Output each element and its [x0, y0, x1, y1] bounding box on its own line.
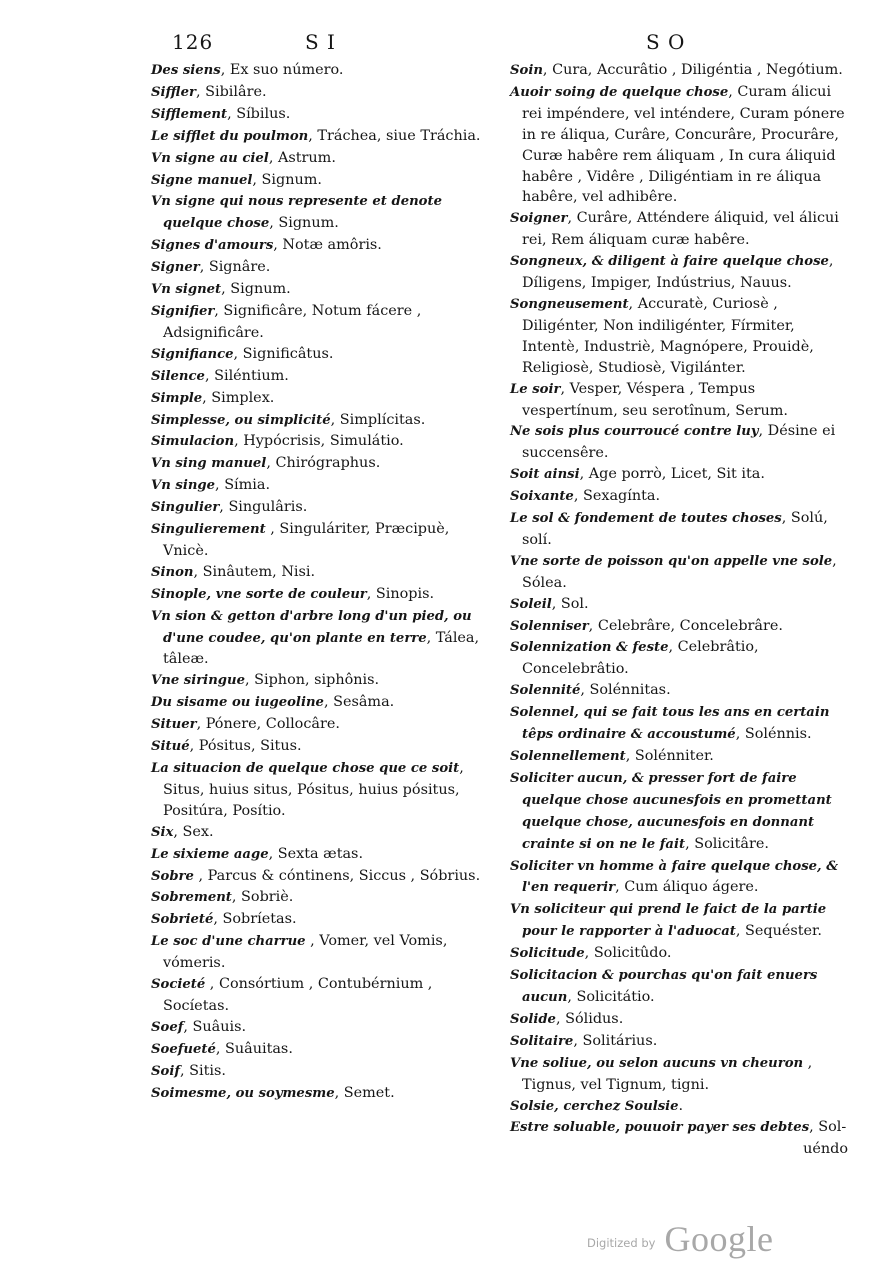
entry-headword: Situé: [151, 739, 190, 755]
entry-translation: , Díligens, Impiger, Indústrius, Nauus.: [522, 253, 834, 292]
entry-translation: , Siléntium.: [204, 367, 289, 384]
entry-translation: , Solénnitas.: [580, 682, 671, 699]
entry-translation: , Tignus, vel Tignum, tigni.: [522, 1054, 813, 1093]
entry-headword: Le soc d'une charrue: [151, 934, 306, 950]
entry-translation: , Sitis.: [180, 1062, 226, 1079]
entry-translation: , Tálea, tâleæ.: [163, 629, 480, 668]
entry-headword: Simple: [151, 390, 203, 406]
entry-translation: , Sinâutem, Nisi.: [193, 563, 316, 580]
entry-headword: Singulierement: [151, 522, 266, 538]
entry-translation: , Sesâma.: [323, 694, 395, 711]
entry-translation: , Solicitûdo.: [584, 945, 672, 962]
entry-headword: Auoir soing de quelque chose: [510, 84, 729, 100]
dictionary-entry: [151, 475, 491, 497]
dictionary-entry: [510, 1096, 855, 1118]
entry-translation: , Sol-: [809, 1119, 847, 1136]
entry-headword: Solsie, cerchez Soulsie: [510, 1098, 679, 1114]
entry-translation: , Sobriè.: [231, 889, 294, 906]
entry-translation: , Singulâris.: [219, 499, 308, 516]
dictionary-entry: [151, 562, 491, 584]
entry-headword: Le soir: [510, 381, 561, 397]
entry-translation: , Tráchea, siue Tráchia.: [308, 127, 481, 144]
dictionary-entry: [151, 844, 491, 866]
entry-headword: Soleil: [510, 596, 552, 612]
entry-headword: Silence: [151, 368, 205, 384]
dictionary-entry: [151, 191, 491, 235]
dictionary-entry: [151, 235, 491, 257]
dictionary-entry: [151, 519, 491, 562]
entry-translation: , Consórtium , Contubérnium , Socíetas.: [163, 976, 433, 1014]
dictionary-entry: [151, 60, 491, 82]
entry-headword: Solennité: [510, 683, 581, 699]
entry-translation: , Sólidus.: [555, 1010, 624, 1027]
entry-translation: , Sobríetas.: [213, 911, 297, 928]
entry-translation: , Chirógraphus.: [266, 455, 381, 472]
dictionary-entry: [151, 388, 491, 410]
dictionary-entry: [151, 410, 491, 432]
dictionary-entry: [151, 82, 491, 104]
dictionary-entry: [510, 379, 855, 422]
dictionary-entry: [151, 909, 491, 931]
dictionary-entry: [510, 680, 855, 702]
dictionary-entry: [510, 486, 855, 508]
entry-translation: , Pósitus, Situs.: [189, 738, 302, 755]
entry-translation: , Síbilus.: [227, 105, 291, 122]
dictionary-entry: [151, 170, 491, 192]
dictionary-entry: [151, 974, 491, 1017]
dictionary-entry: [510, 943, 855, 965]
entry-headword: Solennellement: [510, 749, 626, 764]
entry-translation: , Solicitâre.: [685, 835, 769, 852]
entry-headword: Soin: [510, 63, 543, 78]
dictionary-entry: [151, 126, 491, 148]
entry-headword: Soif: [151, 1063, 181, 1079]
entry-translation: , Désine ei succensêre.: [522, 423, 836, 462]
running-head-left: S I: [305, 30, 336, 54]
entry-headword: Le sixieme aage: [151, 846, 269, 862]
dictionary-entry: [510, 421, 855, 464]
google-logo: Google: [664, 1219, 774, 1259]
dictionary-entry: [510, 965, 855, 1009]
entry-headword: Siffler: [151, 84, 196, 100]
entry-translation: , Curam álicui rei impéndere, vel inténdere, Curam pónere in re áliqua, Curâre, Concurâre, Procurâre, Curæ habêre rem áliquam , In cura áliquid habêre , Vidêre , Diligéntiam in re áliqua habêre, vel adhibêre.: [522, 83, 845, 206]
entry-translation: , Situs, huius situs, Pósitus, huius pósitus, Positúra, Posítio.: [163, 760, 464, 819]
dictionary-entry: [151, 1083, 491, 1105]
entry-translation: , Semet.: [334, 1084, 395, 1101]
dictionary-entry: [510, 294, 855, 379]
dictionary-entry: [510, 1117, 855, 1139]
entry-translation: , Celebrâtio, Concelebrâtio.: [522, 639, 759, 678]
catchword: uéndo: [803, 1141, 848, 1157]
entry-translation: , Solénniter.: [625, 748, 714, 764]
entry-translation: , Celebrâre, Concelebrâre.: [588, 617, 783, 634]
entry-headword: Vn soliciteur qui prend le faict de la partie pour le rapporter à l'aduocat: [510, 902, 827, 940]
entry-headword: Soigner: [510, 211, 568, 227]
entry-headword: Soit ainsi: [510, 467, 580, 483]
entry-translation: , Sexta ætas.: [268, 845, 364, 862]
entry-headword: Solennization & feste: [510, 640, 669, 656]
entry-headword: Songneusement: [510, 296, 629, 312]
entry-translation: , Parcus & cóntinens, Siccus , Sóbrius.: [193, 867, 481, 884]
entry-headword: Simulacion: [151, 434, 235, 450]
dictionary-entry: [510, 82, 855, 208]
dictionary-entry: [510, 1031, 855, 1053]
entry-translation: , Signum.: [252, 171, 322, 188]
entry-headword: Simplesse, ou simplicité: [151, 412, 331, 428]
dictionary-entry: [151, 1061, 491, 1083]
entry-translation: , Solicitátio.: [567, 988, 655, 1005]
entry-translation: , Suâuis.: [183, 1018, 247, 1035]
entry-headword: Sobre: [151, 868, 194, 884]
dictionary-entry: [510, 746, 855, 768]
entry-headword: Soimesme, ou soymesme: [151, 1085, 335, 1101]
entry-headword: Vn signet: [151, 282, 222, 298]
entry-headword: Sobrement: [151, 890, 232, 906]
entry-headword: Le sol & fondement de toutes choses: [510, 511, 782, 527]
entry-translation: , Significâtus.: [233, 345, 334, 362]
entry-headword: Vn singe: [151, 478, 216, 494]
dictionary-entry: [151, 148, 491, 170]
entry-translation: , Sibilâre.: [195, 83, 267, 100]
entry-translation: , Cum áliquo ágere.: [615, 879, 759, 896]
dictionary-entry: [151, 866, 491, 888]
dictionary-entry: [151, 931, 491, 974]
entry-headword: Signe manuel: [151, 172, 253, 188]
dictionary-entry: [510, 508, 855, 551]
entry-translation: , Signum.: [269, 215, 339, 232]
entry-headword: Soef: [151, 1019, 184, 1035]
entry-translation: , Sequéster.: [735, 923, 822, 940]
entry-headword: Solitaire: [510, 1033, 574, 1049]
entry-headword: Soefueté: [151, 1041, 216, 1057]
entry-translation: , Notæ amôris.: [273, 237, 382, 254]
entry-translation: , Age porrò, Licet, Sit ita.: [579, 466, 765, 483]
dictionary-entry: [510, 1053, 855, 1096]
dictionary-entry: [151, 736, 491, 758]
dictionary-entry: [151, 822, 491, 844]
entry-translation: , Solú, solí.: [522, 510, 828, 548]
dictionary-entry: [510, 60, 855, 82]
dictionary-entry: [151, 887, 491, 909]
entry-headword: Six: [151, 824, 174, 840]
entry-translation: , Sol.: [551, 595, 589, 612]
entry-translation: , Cura, Accurâtio , Diligéntia , Negótium.: [542, 62, 843, 78]
entry-headword: Signifiance: [151, 346, 234, 362]
entry-headword: Societé: [151, 977, 206, 993]
dictionary-entry: [510, 768, 855, 856]
dictionary-entry: [510, 251, 855, 294]
entry-translation: , Simplex.: [202, 389, 275, 406]
entry-headword: Du sisame ou iugeoline: [151, 695, 324, 711]
dictionary-entry: [151, 366, 491, 388]
entry-headword: Ne sois plus courroucé contre luy: [510, 424, 759, 440]
entry-headword: Signes d'amours: [151, 238, 274, 254]
entry-translation: , Suâuitas.: [215, 1040, 293, 1057]
dictionary-entry: [151, 584, 491, 606]
entry-headword: Vne siringue: [151, 673, 245, 689]
dictionary-entry: [510, 594, 855, 616]
entry-headword: Sinon: [151, 564, 194, 580]
entry-headword: Vn signe qui nous represente et denote quelque chose: [151, 194, 442, 232]
entry-translation: , Simplícitas.: [330, 411, 426, 428]
dictionary-entry: [151, 714, 491, 736]
dictionary-entry: [151, 1039, 491, 1061]
entry-headword: Estre soluable, pouuoir payer ses debtes: [510, 1120, 810, 1136]
left-column: [151, 60, 491, 1105]
dictionary-entry: [510, 702, 855, 746]
entry-headword: Solicitacion & pourchas qu'on fait enuers aucun: [510, 968, 818, 1005]
entry-translation: , Singuláriter, Præcipuè, Vnicè.: [163, 521, 450, 559]
entry-headword: Sifflement: [151, 106, 228, 122]
entry-headword: La situacion de quelque chose que ce soit: [151, 761, 460, 776]
entry-translation: , Vomer, vel Vomis, vómeris.: [163, 933, 448, 972]
entry-headword: Sobrieté: [151, 912, 214, 928]
dictionary-entry: [151, 431, 491, 453]
entry-headword: Le sifflet du poulmon: [151, 128, 309, 144]
running-head-right: S O: [646, 30, 686, 54]
page-number: 126: [172, 30, 214, 54]
entry-translation: , Hypócrisis, Simulátio.: [234, 433, 404, 450]
dictionary-entry: [510, 464, 855, 486]
entry-translation: , Curâre, Atténdere áliquid, vel álicui rei, Rem áliquam curæ habêre.: [522, 210, 839, 249]
entry-translation: , Signum.: [221, 281, 291, 298]
dictionary-entry: [151, 279, 491, 301]
entry-headword: Soixante: [510, 489, 574, 505]
dictionary-entry: [151, 344, 491, 366]
entry-translation: , Siphon, siphônis.: [244, 672, 380, 689]
entry-translation: , Solénnis.: [735, 726, 812, 743]
entry-headword: Signifier: [151, 303, 215, 319]
entry-translation: , Sólea.: [522, 552, 837, 591]
entry-headword: Soliciter vn homme à faire quelque chose, & l'en requerir: [510, 858, 839, 896]
entry-translation: , Sinopis.: [366, 585, 435, 602]
entry-headword: Songneux, & diligent à faire quelque chose: [510, 254, 829, 270]
entry-translation: , Significâre, Notum fácere , Adsignificâre.: [163, 302, 422, 341]
right-column: [510, 60, 855, 1139]
entry-headword: Situer: [151, 717, 197, 733]
entry-headword: Vn signe au ciel: [151, 150, 269, 166]
entry-translation: , Accuratè, Curiosè , Diligénter, Non indiligénter, Fírmiter, Intentè, Industriè, Magnópere, Prouidè, Religiosè, Studiosè, Vigilánter.: [522, 295, 814, 376]
entry-translation: , Vesper, Véspera , Tempus vespertínum, seu serotînum, Serum.: [522, 380, 789, 419]
entry-headword: Des siens: [151, 63, 221, 78]
entry-translation: , Signâre.: [199, 259, 271, 276]
entry-translation: , Astrum.: [268, 149, 336, 166]
dictionary-entry: [151, 758, 491, 822]
entry-headword: Solicitude: [510, 946, 585, 962]
entry-headword: Vne sorte de poisson qu'on appelle vne sole: [510, 553, 833, 569]
dictionary-entry: [510, 551, 855, 594]
entry-translation: , Pónere, Collocâre.: [196, 716, 340, 733]
digitization-footer: [587, 1218, 774, 1260]
dictionary-entry: [510, 856, 855, 900]
dictionary-entry: [510, 208, 855, 251]
dictionary-entry: [151, 497, 491, 519]
entry-translation: , Ex suo número.: [220, 62, 344, 78]
entry-headword: Soliciter aucun, & presser fort de faire quelque chose aucunesfois en promettant quelque chose, aucunesfois en donnant crainte si on ne le fait: [510, 770, 832, 852]
dictionary-entry: [510, 616, 855, 638]
entry-translation: , Sexagínta.: [573, 488, 661, 505]
entry-headword: Solide: [510, 1011, 556, 1027]
dictionary-entry: [151, 104, 491, 126]
dictionary-entry: [151, 606, 491, 671]
dictionary-entry: [510, 1009, 855, 1031]
entry-headword: Vn sing manuel: [151, 456, 267, 472]
entry-headword: Singulier: [151, 500, 220, 516]
entry-headword: Vne soliue, ou selon aucuns vn cheuron: [510, 1055, 804, 1071]
entry-translation: , Sex.: [173, 823, 214, 840]
dictionary-entry: [151, 453, 491, 475]
entry-translation: , Símia.: [215, 477, 271, 494]
entry-headword: Solenniser: [510, 618, 589, 634]
dictionary-entry: [151, 1017, 491, 1039]
digitized-by-label: Digitized by: [587, 1236, 656, 1250]
entry-headword: Vn sion & getton d'arbre long d'un pied, ou d'une coudee, qu'on plante en terre: [151, 608, 472, 646]
dictionary-entry: [510, 637, 855, 680]
entry-headword: Signer: [151, 260, 200, 276]
dictionary-entry: [151, 257, 491, 279]
dictionary-entry: [151, 301, 491, 344]
entry-headword: Sinople, vne sorte de couleur: [151, 586, 367, 602]
entry-headword: Solennel, qui se fait tous les ans en certain têps ordinaire & accoustumé: [510, 705, 830, 743]
dictionary-entry: [510, 899, 855, 943]
entry-translation: , Solitárius.: [573, 1032, 658, 1049]
dictionary-entry: [151, 670, 491, 692]
dictionary-entry: [151, 692, 491, 714]
entry-translation: .: [678, 1097, 684, 1114]
